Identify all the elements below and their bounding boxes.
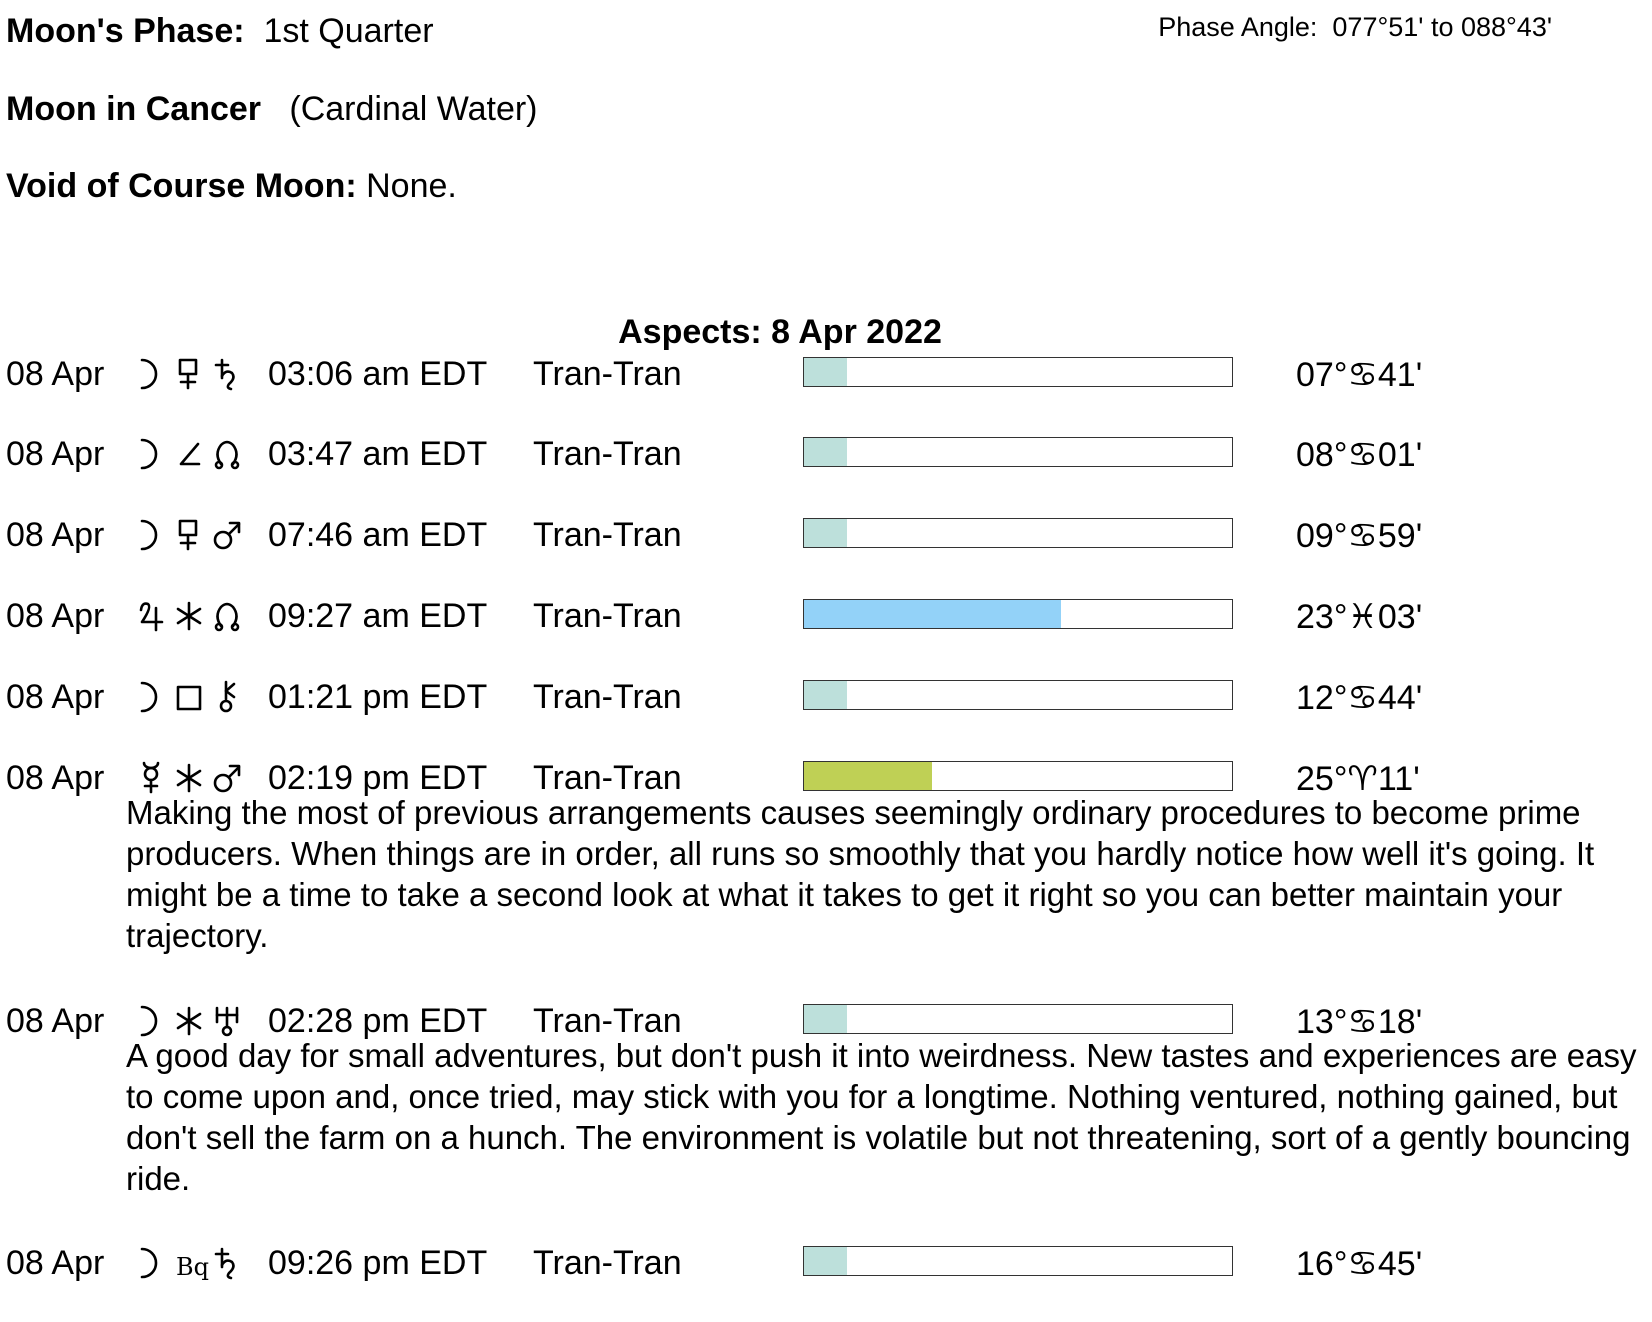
aspect-date: 08 Apr: [6, 516, 105, 554]
aspect-type: Tran-Tran: [533, 1244, 682, 1282]
void-of-course-line: [6, 167, 457, 206]
moon-icon: [142, 360, 156, 388]
sextile-icon: [178, 1008, 200, 1034]
aspect-time: 07:46 am EDT: [268, 516, 488, 554]
aspect-date: 08 Apr: [6, 1244, 105, 1282]
strength-bar: [803, 680, 1233, 710]
phase-angle-label: Phase Angle:: [1158, 12, 1318, 42]
saturn-icon: [216, 1249, 233, 1278]
biquintile-icon: [176, 1253, 209, 1281]
aspect-glyphs: [136, 760, 248, 796]
aspect-type: Tran-Tran: [533, 759, 682, 797]
aspect-position: 07°♋41': [1296, 356, 1423, 394]
strength-bar-fill: [804, 1005, 847, 1033]
strength-bar-fill: [804, 519, 847, 547]
moon-sign-element: (Cardinal Water): [289, 90, 538, 128]
aspects-heading: [0, 313, 1652, 352]
aspect-date: 08 Apr: [6, 597, 105, 635]
strength-bar-fill: [804, 762, 932, 790]
aspect-time: 09:26 pm EDT: [268, 1244, 488, 1282]
phase-angle: [1158, 12, 1552, 43]
aspect-date: 08 Apr: [6, 1002, 105, 1040]
aspect-time: 03:06 am EDT: [268, 355, 488, 393]
aspect-position: 25°♈11': [1296, 760, 1420, 798]
sextile-icon: [178, 765, 200, 791]
aspect-position: 23°♓03': [1296, 598, 1423, 636]
chiron-icon: [221, 682, 234, 711]
strength-bar-fill: [804, 1247, 847, 1275]
moon-sign-line: [6, 90, 538, 129]
moon-phase-label: Moon's Phase:: [6, 12, 245, 50]
aspect-glyphs: [136, 598, 248, 634]
moon-phase-line: [6, 12, 434, 51]
aspect-glyphs: [136, 679, 248, 715]
moon-sign-label: Moon in Cancer: [6, 90, 262, 128]
north-node-icon: [216, 442, 238, 468]
strength-bar-fill: [804, 438, 847, 466]
aspect-glyphs: [136, 517, 248, 553]
strength-bar: [803, 599, 1233, 629]
uranus-icon: [217, 1008, 237, 1035]
aspect-glyphs: [136, 356, 248, 392]
aspect-row: [0, 435, 1652, 475]
strength-bar: [803, 518, 1233, 548]
aspect-time: 02:28 pm EDT: [268, 1002, 488, 1040]
strength-bar: [803, 1004, 1233, 1034]
moon-icon: [142, 521, 156, 549]
aspect-position: 13°♋18': [1296, 1003, 1423, 1041]
mars-icon: [215, 523, 239, 548]
phase-angle-value: 077°51' to 088°43': [1332, 12, 1552, 42]
aspect-type: Tran-Tran: [533, 597, 682, 635]
semisquare-icon: [181, 444, 199, 464]
aspect-row: [0, 597, 1652, 637]
aspects-title: Aspects: 8 Apr 2022: [618, 313, 942, 351]
strength-bar-fill: [804, 681, 847, 709]
aspect-date: 08 Apr: [6, 678, 105, 716]
aspect-type: Tran-Tran: [533, 516, 682, 554]
strength-bar-fill: [804, 600, 1061, 628]
aspect-glyphs: [136, 436, 248, 472]
strength-bar: [803, 437, 1233, 467]
aspect-type: Tran-Tran: [533, 355, 682, 393]
aspect-position: 08°♋01': [1296, 436, 1423, 474]
aspect-time: 02:19 pm EDT: [268, 759, 488, 797]
jupiter-icon: [141, 604, 162, 630]
aspect-date: 08 Apr: [6, 355, 105, 393]
moon-phase-value: 1st Quarter: [263, 12, 434, 50]
aspect-type: Tran-Tran: [533, 1002, 682, 1040]
sextile-icon: [178, 603, 200, 629]
saturn-icon: [216, 360, 233, 389]
aspect-type: Tran-Tran: [533, 678, 682, 716]
aspect-glyphs: [136, 1245, 248, 1281]
aspect-time: 01:21 pm EDT: [268, 678, 488, 716]
strength-bar: [803, 761, 1233, 791]
square-icon: [178, 687, 200, 709]
sesquiquadrate-icon: [180, 360, 196, 388]
aspect-position: 12°♋44': [1296, 679, 1423, 717]
aspect-description: Making the most of previous arrangements causes seemingly ordinary procedures to become prime producers. When things are in order, all runs so smoothly that you hardly notice how well it's going. It might be a time to take a second look at what it takes to get it right so you can better maintain your trajectory.: [126, 794, 1595, 954]
moon-icon: [142, 683, 156, 711]
void-of-course-value: None.: [366, 167, 457, 205]
aspect-glyphs: [136, 1003, 248, 1039]
moon-icon: [142, 1249, 156, 1277]
mercury-icon: [144, 763, 158, 792]
aspect-date: 08 Apr: [6, 759, 105, 797]
north-node-icon: [216, 604, 238, 630]
strength-bar: [803, 1246, 1233, 1276]
aspect-type: Tran-Tran: [533, 435, 682, 473]
void-of-course-label: Void of Course Moon:: [6, 167, 357, 205]
aspect-row: [0, 678, 1652, 718]
aspect-row: [0, 1244, 1652, 1284]
aspect-time: 03:47 am EDT: [268, 435, 488, 473]
sesquiquadrate-icon: [180, 521, 196, 549]
moon-icon: [142, 440, 156, 468]
aspect-row: [0, 355, 1652, 395]
mars-icon: [215, 766, 239, 791]
strength-bar: [803, 357, 1233, 387]
strength-bar-fill: [804, 358, 847, 386]
svg-text:Bq: Bq: [176, 1253, 209, 1281]
aspect-row: [0, 516, 1652, 556]
aspect-position: 16°♋45': [1296, 1245, 1423, 1283]
aspect-description: A good day for small adventures, but don't push it into weirdness. New tastes and experiences are easy to come upon and, once tried, may stick with you for a longtime. Nothing ventured, nothing gained, but don't sell the farm on a hunch. The environment is volatile but not threatening, sort of a gently bouncing ride.: [126, 1037, 1637, 1197]
aspect-date: 08 Apr: [6, 435, 105, 473]
aspect-position: 09°♋59': [1296, 517, 1423, 555]
aspect-time: 09:27 am EDT: [268, 597, 488, 635]
moon-icon: [142, 1007, 156, 1035]
